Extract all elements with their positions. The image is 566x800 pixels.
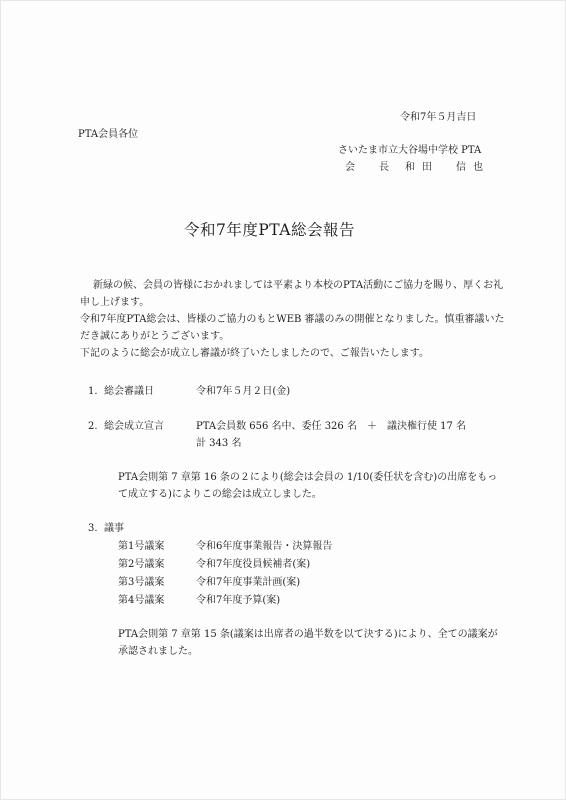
section-3-note-line-2: 承認されました。 bbox=[118, 646, 198, 657]
agenda-item-4-title: 令和7年度予算(案) bbox=[196, 595, 281, 606]
section-2-label: 総会成立宣言 bbox=[104, 421, 164, 432]
section-1-value: 令和7年５月２日(金) bbox=[196, 386, 291, 397]
issue-date: 令和7年５月吉日 bbox=[400, 112, 477, 123]
agenda-item-3-title: 令和7年度事業計画(案) bbox=[196, 577, 301, 588]
document-title: 令和7年度PTA総会報告 bbox=[184, 221, 355, 239]
section-2-note-line-1: PTA会則第 7 章第 16 条の２により(総会は会員の 1/10(委任状を含む)の出席をもっ bbox=[118, 472, 498, 483]
section-2-value-line-2: 計 343 名 bbox=[196, 438, 242, 449]
recipient-line: PTA会員各位 bbox=[78, 129, 139, 140]
section-3-number: 3. bbox=[88, 523, 98, 534]
intro-line-1: 新緑の候、会員の皆様におかれましては平素より本校のPTA活動にご協力を賜り、厚くお礼 bbox=[93, 280, 504, 291]
intro-line-3: 令和7年度PTA総会は、皆様のご協力のもとWEB 審議のみの開催となりました。慎重審議いた bbox=[80, 314, 505, 325]
section-3-note-line-1: PTA会則第 7 章第 15 条(議案は出席者の過半数を以て決する)により、全ての議案が bbox=[118, 629, 498, 640]
agenda-item-2-number: 第2号議案 bbox=[118, 559, 165, 570]
agenda-item-4-number: 第4号議案 bbox=[118, 595, 165, 606]
intro-line-5: 下記のように総会が成立し審議が終了いたしましたので、ご報告いたします。 bbox=[80, 348, 429, 359]
section-2-note-line-2: て成立する)によりこの総会は成立しました。 bbox=[118, 489, 322, 500]
sender-name: 和田 信也 bbox=[405, 162, 490, 173]
section-1-number: 1. bbox=[88, 386, 98, 397]
section-2-value-line-1: PTA会員数 656 名中、委任 326 名 ＋ 議決権行使 17 名 bbox=[196, 421, 467, 432]
section-1-label: 総会審議日 bbox=[104, 386, 154, 397]
agenda-item-1-number: 第1号議案 bbox=[118, 541, 165, 552]
sender-role: 会 長 bbox=[345, 162, 396, 173]
agenda-item-3-number: 第3号議案 bbox=[118, 577, 165, 588]
intro-line-2: 申し上げます。 bbox=[80, 297, 150, 308]
intro-line-4: だき誠にありがとうございます。 bbox=[80, 331, 230, 342]
agenda-item-2-title: 令和7年度役員候補者(案) bbox=[196, 559, 311, 570]
section-3-label: 議事 bbox=[104, 523, 124, 534]
agenda-item-1-title: 令和6年度事業報告・決算報告 bbox=[196, 541, 333, 552]
sender-school: さいたま市立大谷場中学校 PTA bbox=[338, 145, 482, 156]
section-2-number: 2. bbox=[88, 421, 98, 432]
